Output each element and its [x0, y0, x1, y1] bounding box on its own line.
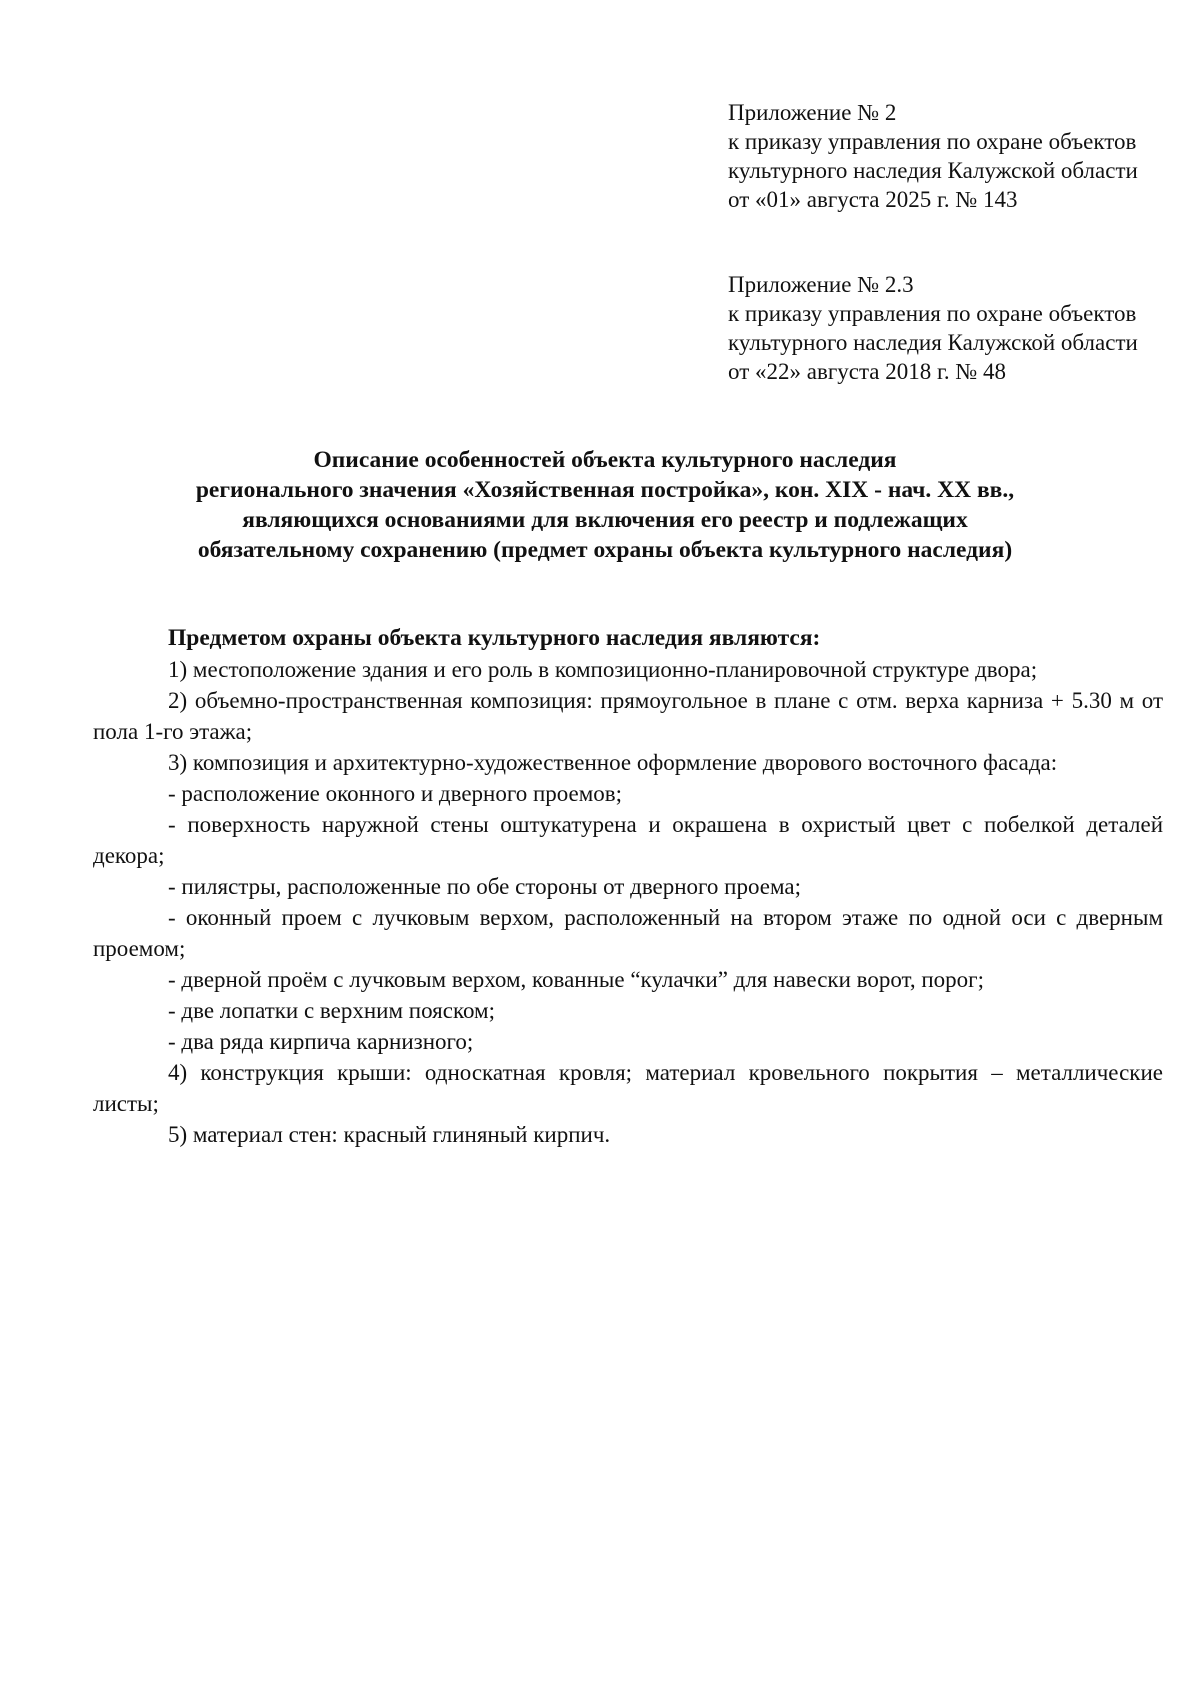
- list-item: 5) материал стен: красный глиняный кирпич.: [168, 1122, 611, 1147]
- list-item: 2) объемно-пространственная композиция: прямоугольное в плане с отм. верха карниза + 5.30 м от пола 1-го этажа;: [93, 688, 1163, 744]
- appendix-order-ref: к приказу управления по охране объектов: [728, 301, 1137, 326]
- document-title: [90, 445, 1120, 565]
- list-item: - поверхность наружной стены оштукатурена и окрашена в охристый цвет с побелкой деталей декора;: [93, 812, 1163, 868]
- title-line: Описание особенностей объекта культурного наследия: [313, 447, 897, 473]
- appendix-number: Приложение № 2: [728, 100, 897, 125]
- list-item: - два ряда кирпича карнизного;: [168, 1029, 474, 1054]
- list-item: - дверной проём с лучковым верхом, кованные “кулачки” для навески ворот, порог;: [168, 967, 984, 992]
- list-item: - расположение оконного и дверного проемов;: [168, 781, 623, 806]
- title-line: являющихся основаниями для включения его реестр и подлежащих: [242, 507, 968, 533]
- appendix-authority: культурного наследия Калужской области: [728, 158, 1138, 183]
- list-item: 1) местоположение здания и его роль в композиционно-планировочной структуре двора;: [168, 657, 1038, 682]
- appendix-number: Приложение № 2.3: [728, 272, 914, 297]
- list-item: - пилястры, расположенные по обе стороны от дверного проема;: [168, 874, 801, 899]
- appendix-date: от «01» августа 2025 г. № 143: [728, 187, 1018, 212]
- list-item: 4) конструкция крыши: односкатная кровля; материал кровельного покрытия – металлические листы;: [93, 1060, 1163, 1116]
- appendix-header-current: [728, 98, 1168, 214]
- appendix-header-original: [728, 270, 1168, 386]
- appendix-order-ref: к приказу управления по охране объектов: [728, 129, 1137, 154]
- appendix-date: от «22» августа 2018 г. № 48: [728, 359, 1007, 384]
- list-item: 3) композиция и архитектурно-художественное оформление дворового восточного фасада:: [168, 750, 1058, 775]
- title-line: регионального значения «Хозяйственная постройка», кон. XIX - нач. XX вв.,: [195, 477, 1015, 503]
- list-item: - оконный проем с лучковым верхом, расположенный на втором этаже по одной оси с дверным проемом;: [93, 905, 1163, 961]
- appendix-authority: культурного наследия Калужской области: [728, 330, 1138, 355]
- title-line: обязательному сохранению (предмет охраны объекта культурного наследия): [197, 537, 1013, 563]
- section-heading: Предметом охраны объекта культурного наследия являются:: [168, 625, 821, 651]
- list-item: - две лопатки с верхним пояском;: [168, 998, 495, 1023]
- protection-subject-section: [93, 623, 1163, 1150]
